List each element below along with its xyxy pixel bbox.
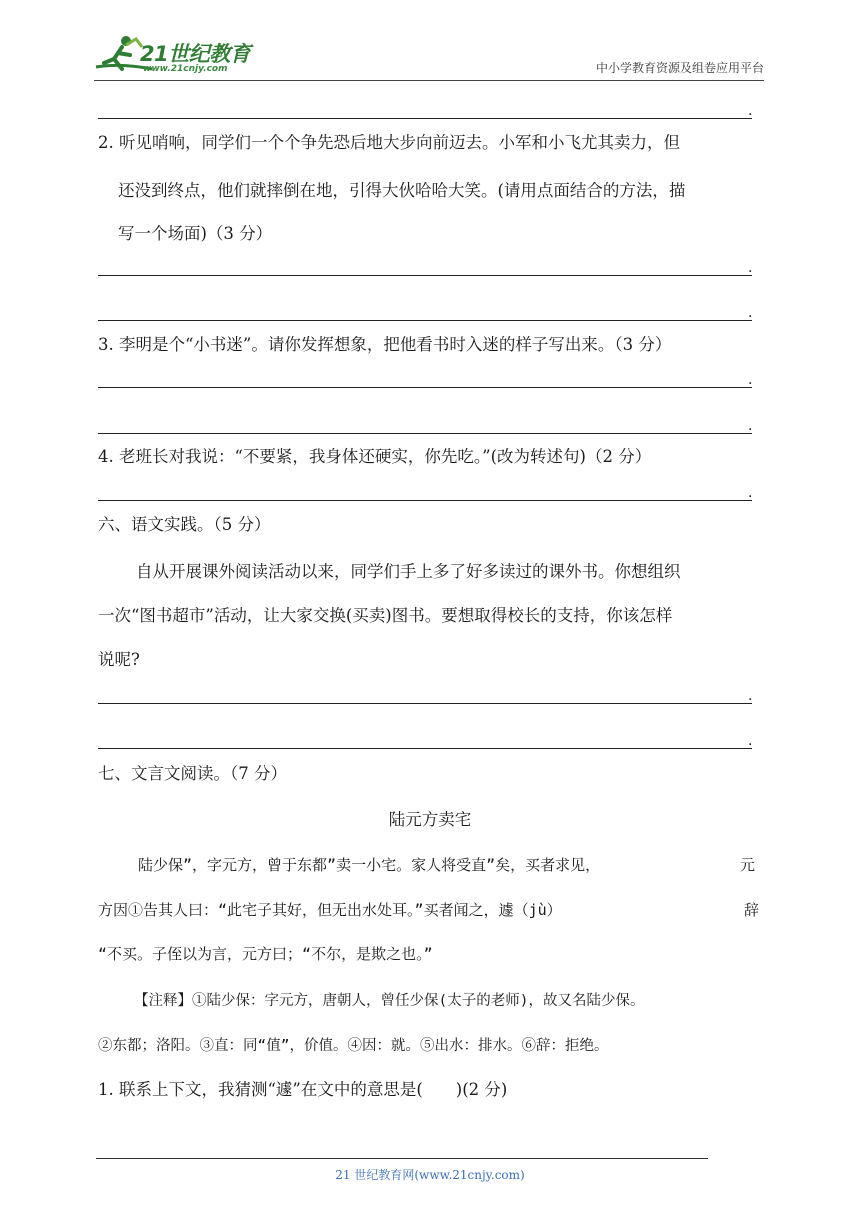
answer-line-end: . <box>748 260 753 276</box>
q2-line-3: 写一个场面)（3 分） <box>118 224 273 243</box>
passage-line-1-end: 元 <box>740 856 756 874</box>
section-6-line-3: 说呢? <box>98 650 140 669</box>
section-7-heading: 七、文言文阅读。（7 分） <box>98 764 287 783</box>
answer-line[interactable] <box>98 320 752 321</box>
header-divider <box>94 80 764 81</box>
answer-line-end: . <box>748 103 753 119</box>
section-6-heading: 六、语文实践。（5 分） <box>98 515 271 534</box>
passage-title: 陆元方卖宅 <box>388 810 472 829</box>
passage-line-2: 方因①告其人曰：“此宅子其好，但无出水处耳。”买者闻之，遽（jù） <box>98 901 562 919</box>
answer-line[interactable] <box>98 748 752 749</box>
logo-url: www.21cnjy.com <box>143 64 228 74</box>
passage-line-3: “不买。子侄以为言，元方曰；“不尔，是欺之也。” <box>98 945 433 963</box>
q2-line-2: 还没到终点，他们就摔倒在地，引得大伙哈哈大笑。(请用点面结合的方法，描 <box>118 181 686 200</box>
platform-name: 中小学教育资源及组卷应用平台 <box>595 61 764 75</box>
passage-line-1: 陆少保”，字元方，曾于东都”卖一小宅。家人将受直”矣，买者求见， <box>138 856 601 874</box>
answer-line-end: . <box>748 733 753 749</box>
logo-text: 21世纪教育 <box>140 42 251 66</box>
footer-divider <box>96 1158 708 1159</box>
answer-line[interactable] <box>98 118 752 119</box>
passage-line-2-end: 辞 <box>744 901 760 919</box>
section-6-line-2: 一次“图书超市”活动，让大家交换(买卖)图书。要想取得校长的支持，你该怎样 <box>98 606 673 625</box>
q4-text: 4. 老班长对我说：“不要紧，我身体还硬实，你先吃。”(改为转述句)（2 分） <box>98 447 652 466</box>
answer-line[interactable] <box>98 500 752 501</box>
answer-line[interactable] <box>98 275 752 276</box>
q2-line-1: 2. 听见哨响，同学们一个个争先恐后地大步向前迈去。小军和小飞尤其卖力，但 <box>98 133 680 152</box>
footer-text: 21 世纪教育网(www.21cnjy.com) <box>335 1168 525 1182</box>
answer-line-end: . <box>748 688 753 704</box>
section-6-line-1: 自从开展课外阅读活动以来，同学们手上多了好多读过的课外书。你想组织 <box>136 562 681 581</box>
answer-line[interactable] <box>98 433 752 434</box>
answer-line-end: . <box>748 305 753 321</box>
answer-line[interactable] <box>98 387 752 388</box>
q3-text: 3. 李明是个“小书迷”。请你发挥想象，把他看书时入迷的样子写出来。（3 分） <box>98 335 672 354</box>
annotation-line-2: ②东都；洛阳。③直：同“值”，价值。④因：就。⑤出水：排水。⑥辞：拒绝。 <box>98 1038 609 1054</box>
answer-line-end: . <box>748 485 753 501</box>
answer-line-end: . <box>748 372 753 388</box>
answer-line-end: . <box>748 418 753 434</box>
section-7-question-1: 1. 联系上下文，我猜测“遽”在文中的意思是( )(2 分) <box>98 1080 508 1099</box>
annotation-line-1: 【注释】①陆少保：字元方，唐朝人，曾任少保(太子的老师)，故又名陆少保。 <box>134 993 645 1009</box>
answer-line[interactable] <box>98 703 752 704</box>
